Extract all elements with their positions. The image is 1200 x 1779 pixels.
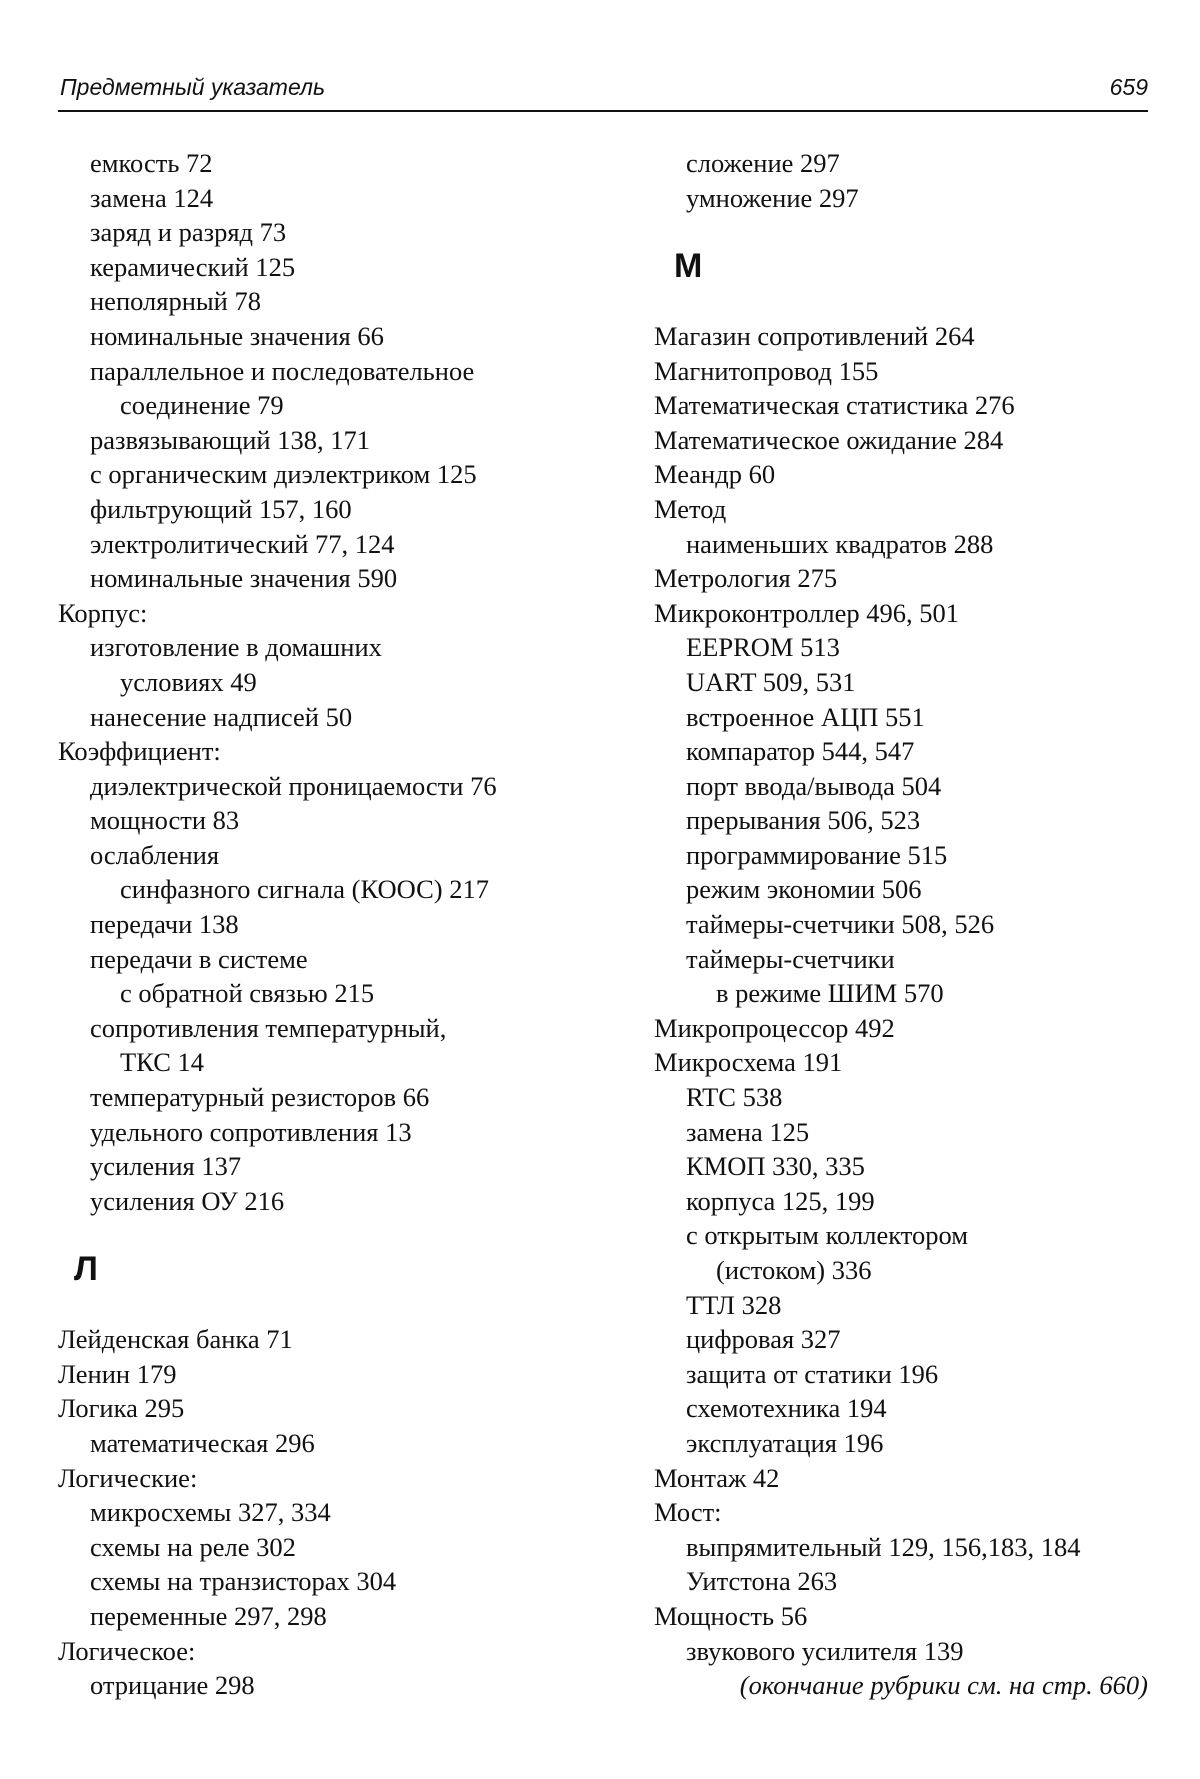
index-subentry: порт ввода/вывода 504 [686,770,942,801]
index-subentry: компаратор 544, 547 [686,736,915,767]
index-subentry: звукового усилителя 139 [686,1635,964,1666]
section-letter-heading: Л [74,1250,98,1289]
index-entry: Корпус: [58,597,148,628]
index-entry: Мост: [654,1497,722,1528]
index-subentry: усиления 137 [90,1151,242,1182]
index-subentry: прерывания 506, 523 [686,805,921,836]
index-subentry: с открытым коллектором [686,1220,968,1251]
index-subentry: корпуса 125, 199 [686,1185,875,1216]
index-subentry: сопротивления температурный, [90,1012,447,1043]
index-subentry: температурный резисторов 66 [90,1082,430,1113]
index-entry: Логика 295 [58,1393,185,1424]
index-entry: Магнитопровод 155 [654,355,879,386]
index-entry: Коэффициент: [58,736,221,767]
index-subentry: замена 125 [686,1116,810,1147]
index-subentry-continuation: (истоком) 336 [716,1255,872,1286]
index-entry: Ленин 179 [58,1358,177,1389]
index-entry: Метрология 275 [654,563,838,594]
index-subentry: электролитический 77, 124 [90,528,395,559]
index-subentry: параллельное и последовательное [90,355,475,386]
index-entry: Лейденская банка 71 [58,1324,293,1355]
section-letter-heading: М [674,247,703,286]
index-subentry: умножение 297 [686,182,859,213]
index-subentry: замена 124 [90,182,214,213]
index-subentry: удельного сопротивления 13 [90,1116,412,1147]
index-subentry: отрицание 298 [90,1670,255,1701]
index-subentry-continuation: в режиме ШИМ 570 [716,978,944,1009]
index-entry: Математическая статистика 276 [654,390,1015,421]
index-subentry: номинальные значения 590 [90,563,398,594]
index-subentry: схемы на транзисторах 304 [90,1566,397,1597]
index-subentry: мощности 83 [90,805,240,836]
index-entry: Мощность 56 [654,1600,808,1631]
running-header [58,70,1148,112]
index-subentry: развязывающий 138, 171 [90,424,370,455]
index-subentry: заряд и разряд 73 [90,217,287,248]
index-subentry: ТТЛ 328 [686,1289,782,1320]
index-subentry: емкость 72 [90,148,213,178]
index-subentry: изготовление в домашних [90,632,382,663]
index-subentry: UART 509, 531 [686,666,856,697]
index-subentry: нанесение надписей 50 [90,701,353,732]
index-subentry: схемы на реле 302 [90,1531,296,1562]
index-entry: Математическое ожидание 284 [654,424,1004,455]
index-subentry: таймеры-счетчики [686,943,895,974]
index-subentry: математическая 296 [90,1427,315,1458]
index-entry: Метод [654,493,727,524]
index-subentry: номинальные значения 66 [90,320,384,351]
index-subentry: микросхемы 327, 334 [90,1497,331,1528]
index-entry: Логические: [58,1462,198,1493]
index-entry: Микросхема 191 [654,1047,843,1078]
page-number: 659 [1109,74,1148,100]
index-entry: Магазин сопротивлений 264 [654,320,975,351]
index-subentry-continuation: синфазного сигнала (КООС) 217 [120,874,489,905]
index-subentry: передачи в системе [90,943,308,974]
index-subentry: наименьших квадратов 288 [686,528,994,559]
index-subentry: передачи 138 [90,909,239,940]
index-subentry: диэлектрической проницаемости 76 [90,770,497,801]
index-subentry: ослабления [90,839,220,870]
index-subentry: с органическим диэлектриком 125 [90,459,477,490]
index-subentry: программирование 515 [686,839,948,870]
index-subentry: эксплуатация 196 [686,1427,884,1458]
index-subentry-continuation: соединение 79 [120,390,284,421]
index-column-right [654,146,1154,1703]
index-subentry-continuation: с обратной связью 215 [120,978,375,1009]
index-subentry: усиления ОУ 216 [90,1185,285,1216]
index-subentry: КМОП 330, 335 [686,1151,865,1182]
index-subentry: переменные 297, 298 [90,1600,327,1631]
index-entry: Микроконтроллер 496, 501 [654,597,959,628]
index-subentry: цифровая 327 [686,1324,841,1355]
index-subentry: выпрямительный 129, 156,183, 184 [686,1531,1081,1562]
index-subentry: защита от статики 196 [686,1358,939,1389]
index-column-left [58,146,618,1703]
index-subentry: неполярный 78 [90,286,261,317]
index-subentry: режим экономии 506 [686,874,922,905]
index-subentry: сложение 297 [686,148,840,178]
index-subentry-continuation: ТКС 14 [120,1047,205,1078]
index-subentry: встроенное АЦП 551 [686,701,925,732]
index-entry: Монтаж 42 [654,1462,780,1493]
index-subentry: EEPROM 513 [686,632,840,663]
header-title: Предметный указатель [60,74,326,100]
continuation-note: (окончание рубрики см. на стр. 660) [739,1670,1148,1701]
index-subentry: Уитстона 263 [686,1566,838,1597]
index-subentry: RTC 538 [686,1082,783,1113]
index-entry: Микропроцессор 492 [654,1012,895,1043]
index-subentry-continuation: условиях 49 [120,666,257,697]
index-entry: Меандр 60 [654,459,776,490]
index-entry: Логическое: [58,1635,196,1666]
index-subentry: таймеры-счетчики 508, 526 [686,909,995,940]
index-subentry: керамический 125 [90,251,296,282]
index-subentry: схемотехника 194 [686,1393,887,1424]
index-subentry: фильтрующий 157, 160 [90,493,352,524]
